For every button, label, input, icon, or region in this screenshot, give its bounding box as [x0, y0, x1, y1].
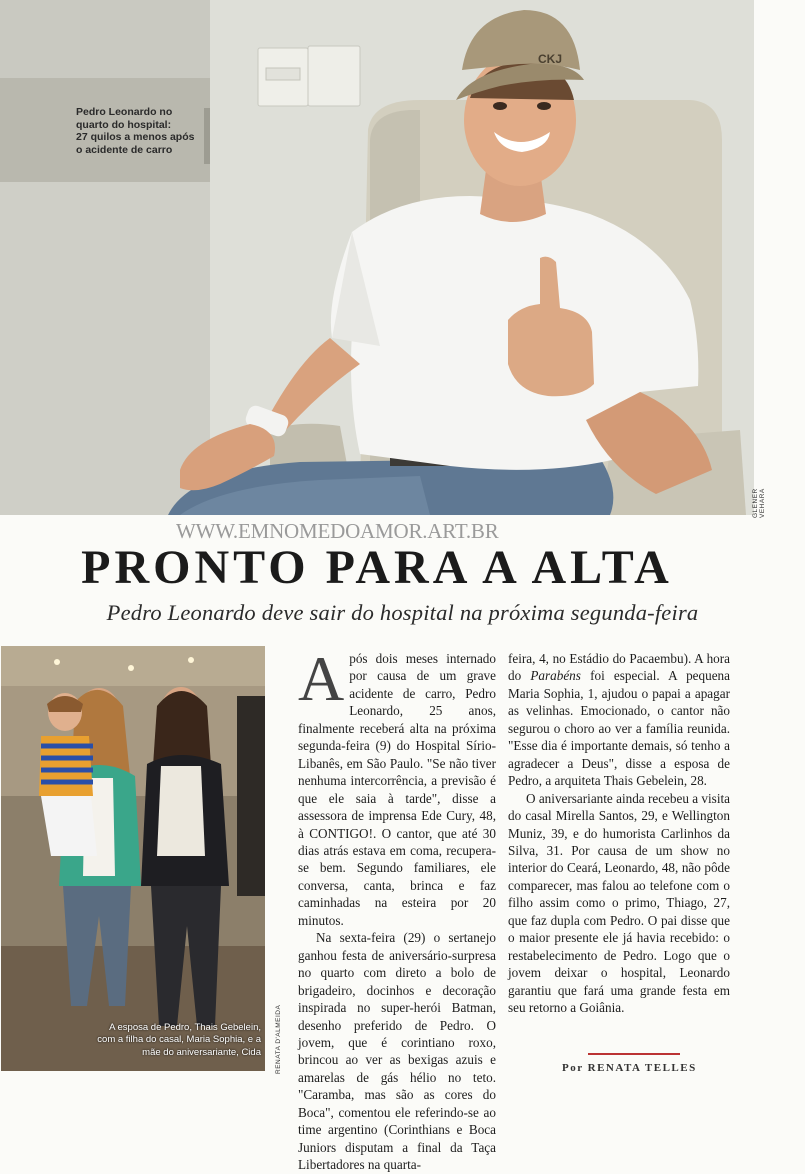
family-caption-line: A esposa de Pedro, Thais Gebelein, [109, 1022, 261, 1033]
byline-rule [588, 1053, 680, 1055]
hero-photo-credit: GLENER VEHARA [752, 488, 766, 518]
article-text: feira, 4, no Estádio do Pacaembu). A hora do [508, 651, 730, 684]
deck-subtitle: Pedro Leonardo deve sair do hospital na próxima segunda-feira [106, 600, 699, 625]
hero-caption-line: quarto do hospital: [76, 118, 172, 131]
family-photo-credit: RENATA D'ALMEIDA [275, 1004, 282, 1074]
hero-illustration [0, 0, 754, 515]
family-photo-caption [95, 1022, 261, 1059]
article-paragraph [508, 650, 730, 790]
hero-caption-line: 27 quilos a menos após [76, 131, 195, 143]
article-paragraph [298, 643, 496, 929]
hero-caption [76, 106, 201, 156]
article-paragraph: Na sexta-feira (29) o sertanejo ganhou festa de aniversário-surpresa no quarto com direto a bolo de brigadeiro, docinhos e decoração inspirada no super-herói Batman, desenho preferido de Pedro. O jovem, que é corintiano roxo, brincou ao ver as bexigas azuis e amarelas de gás hélio no teto. "Caramba, mas são as cores do Boca", comentou ele referindo-se ao time argentino (Corinthians e Boca Juniors disputam a final da Taça Libertadores na quarta- [298, 930, 496, 1173]
drop-cap: A [298, 643, 345, 714]
family-illustration [1, 646, 265, 1071]
byline: Por RENATA TELLES [562, 1062, 697, 1074]
article-text: foi especial. A pequena Maria Sophia, 1, ajudou o papai a apagar as velinhas. Emocionado, o cantor não segurou o choro ao ver a família reunida. "Esse dia é importante demais, só tenho a agradecer a Deus", disse a esposa de Pedro, a arquiteta Thais Gebelein, 28. [508, 668, 730, 789]
headline: PRONTO PARA A ALTA [81, 541, 673, 594]
hero-caption-line: o acidente de carro [76, 143, 173, 156]
hero-caption-line: Pedro Leonardo no [76, 106, 173, 118]
article-paragraph-text: pós dois meses internado por causa de um grave acidente de carro, Pedro Leonardo, 25 anos, finalmente receberá alta na próxima segunda-feira (9) do Hospital Sírio-Libanês, em São Paulo. "Se não tiver nenhuma intercorrência, a previsão é que ele saia à tarde", disse a assessora de imprensa Ede Cury, 48, à CONTIGO!. O cantor, que até 30 dias atrás estava em coma, recupera-se bem. Segundo familiares, ele conversa, canta, brinca e faz caminhadas na esteira por 20 minutos. [298, 651, 496, 928]
family-caption-line: mãe do aniversariante, Cida [142, 1046, 261, 1058]
hero-photo [0, 0, 754, 515]
watermark-url: WWW.EMNOMEDOAMOR.ART.BR [176, 519, 499, 543]
article-column-1 [298, 643, 496, 1174]
article-paragraph: O aniversariante ainda recebeu a visita do casal Mirella Santos, 29, e Wellington Muniz, 39, e do humorista Carlinhos da Silva, 31. Por causa de um show no interior do Ceará, Leonardo, 48, não pôde comparecer, mas falou ao telefone com o filho assim como o primo, Thiago, 27, que faz dupla com Pedro. O pai disse que o maior presente ele já havia recebido: o restabelecimento de Pedro. Logo que o jovem deixar o hospital, Leonardo garantiu que fará uma grande festa em seu retorno a Goiânia. [508, 790, 730, 1016]
article-column-2 [508, 650, 730, 1017]
family-caption-line: com a filha do casal, Maria Sophia, e a [97, 1034, 261, 1046]
family-photo [1, 646, 265, 1071]
cap-logo: CKJ [538, 52, 563, 66]
article-italic-text: Parabéns [530, 668, 581, 684]
